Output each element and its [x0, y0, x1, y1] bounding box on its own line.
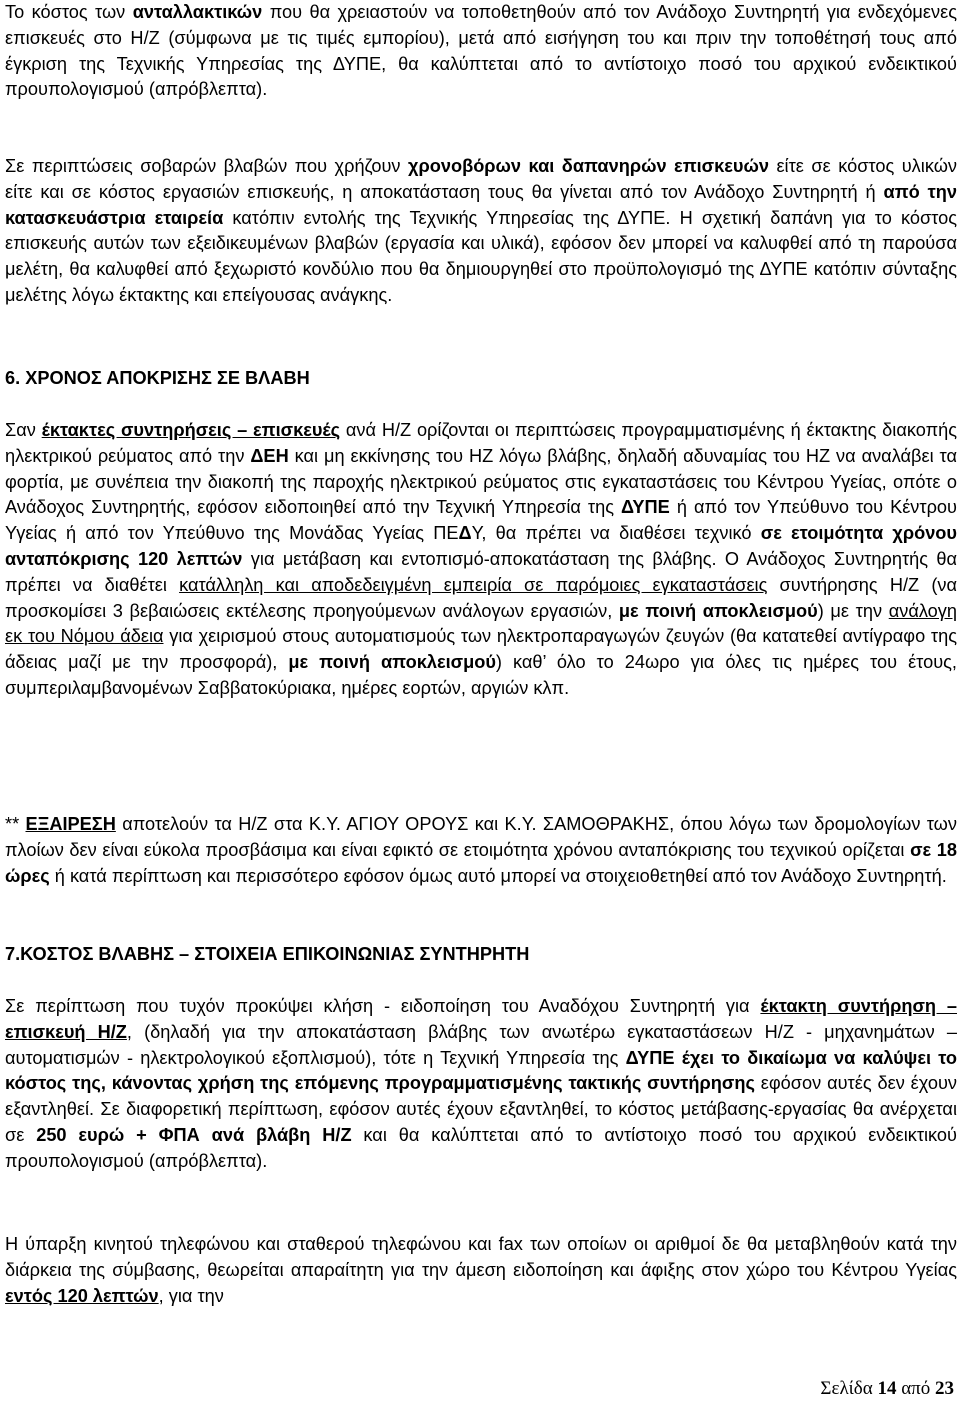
paragraph-emergency-repairs — [5, 418, 957, 702]
bold-text: χρονοβόρων και δαπανηρών επισκευών — [408, 156, 769, 176]
bold-text: ανταλλακτικών — [132, 2, 263, 22]
text: για χειρισμού στους αυτοματισμούς των ηλεκτροπαραγωγών ζευγών (θα κατατεθεί αντίγραφο της άδειας μαζί με την προσφορά), — [5, 626, 957, 673]
underlined-text: ανάλογη εκ του Νόμου άδεια — [5, 600, 957, 647]
text: εφόσον αυτές δεν έχουν εξαντληθεί. Σε διαφορετική περίπτωση, εφόσον αυτές έχουν εξαντληθεί, το κόστος μετάβασης-εργασίας θα ανέρχεται σε — [5, 1073, 958, 1145]
text: Υ, θα πρέπει να διαθέσει τεχνικό — [471, 523, 761, 544]
text: Σε περίπτωση που τυχόν προκύψει κλήση - ειδοποίηση του Αναδόχου Συντηρητή για — [5, 996, 761, 1016]
text: Σαν — [5, 420, 42, 440]
bold-underlined-text: ΕΞΑΙΡΕΣΗ — [25, 814, 116, 834]
bold-text: από την κατασκευάστρια εταιρεία — [5, 181, 957, 228]
underlined-text: κατάλληλη και αποδεδειγμένη εμπειρία σε παρόμοιες εγκαταστάσεις — [179, 574, 768, 595]
text: και μη εκκίνησης του ΗΖ λόγω βλάβης, δηλαδή αδυναμίας του ΗΖ να αναλάβει τα φορτία, με συνέπεια την διακοπή της παροχής ηλεκτρικού ρεύματος στις εγκαταστάσεις του Κέντρου Υγείας, οπότε ο Ανάδοχος Συντηρητής, εφόσον ειδοποιηθεί από την Τεχνική Υπηρεσία της — [5, 445, 957, 518]
paragraph-damage-cost — [5, 994, 957, 1175]
text: Το κόστος των — [5, 2, 133, 22]
text: ή κατά περίπτωση και περισσότερο εφόσον όμως αυτό μπορεί να στοιχειοθετηθεί από τον Ανάδοχο Συντηρητή. — [49, 865, 947, 886]
footer-label: Σελίδα — [820, 1378, 878, 1399]
bold-text: με ποινή αποκλεισμού — [288, 652, 496, 673]
text: ) με την — [817, 600, 889, 621]
footer-separator: από — [896, 1378, 935, 1399]
text: και θα καλύπτεται από το αντίστοιχο ποσό του αρχικού ενδεικτικού προυπολογισμού (απρόβλεπτα). — [5, 1124, 957, 1171]
total-pages: 23 — [935, 1378, 954, 1399]
bold-text: σε ετοιμότητα χρόνου ανταπόκρισης 120 λεπτών — [5, 523, 958, 569]
text: αποτελούν τα Η/Ζ στα Κ.Υ. ΑΓΙΟΥ ΟΡΟΥΣ και Κ.Υ. ΣΑΜΟΘΡΑΚΗΣ, όπου λόγω των δρομολογίων των πλοίων δεν είναι εύκολα προσβάσιμα και είναι εφικτό σε ετοιμότητα χρόνου ανταπόκρισης του τεχνικού ορίζεται — [5, 814, 957, 860]
bold-underlined-text: εντός 120 λεπτών — [5, 1285, 159, 1306]
text: κατόπιν εντολής της Τεχνικής Υπηρεσίας της ΔΥΠΕ. Η σχετική δαπάνη για το κόστος επισκευής αυτών των εξειδικευμένων βλαβών (εργασία και υλικά), εφόσον δεν μπορεί να καλυφθεί από τη παρούσα μελέτη, θα καλυφθεί από ξεχωριστό κονδύλιο που θα δημιουργηθεί στο προϋπολογισμό της ΔΥΠΕ κατόπιν σύνταξης μελέτης λόγω έκτακτης και επείγουσας ανάγκης. — [5, 207, 957, 305]
text: ** — [5, 814, 26, 834]
text: είτε σε κόστος υλικών είτε και σε κόστος εργασιών επισκευής, η αποκατάσταση τους θα γίνεται από τον Ανάδοχο Συντηρητή ή — [5, 156, 957, 202]
paragraph-spare-parts — [5, 0, 957, 103]
text: για μετάβαση και εντοπισμό-αποκατάσταση της βλάβης. Ο Ανάδοχος Συντηρητής θα πρέπει να διαθέτει — [5, 548, 958, 595]
text: Σε περιπτώσεις σοβαρών βλαβών που χρήζουν — [5, 156, 409, 176]
text: ανά Η/Ζ ορίζονται οι περιπτώσεις προγραμματισμένης ή έκτακτης διακοπής ηλεκτρικού ρεύματος από την — [5, 420, 958, 466]
bold-text: Δ — [458, 523, 472, 544]
section-heading-6: 6. ΧΡΟΝΟΣ ΑΠΟΚΡΙΣΗΣ ΣΕ ΒΛΑΒΗ — [5, 368, 310, 388]
text: , για την — [158, 1285, 224, 1306]
bold-text: σε 18 ώρες — [5, 839, 957, 886]
bold-text: 250 ευρώ + ΦΠΑ ανά βλάβη Η/Ζ — [36, 1124, 352, 1145]
section-heading-7: 7.ΚΟΣΤΟΣ ΒΛΑΒΗΣ – ΣΤΟΙΧΕΙΑ ΕΠΙΚΟΙΝΩΝΙΑΣ ΣΥΝΤΗΡΗΤΗ — [5, 944, 530, 964]
paragraph-serious-damages — [5, 154, 957, 309]
text: ) καθ’ όλο το 24ωρο για όλες τις ημέρες του έτους, συμπεριλαμβανομένων Σαββατοκύριακα, ημέρες εορτών, αργιών κλπ. — [5, 652, 957, 698]
bold-text: έχει το δικαίωμα να καλύψει το κόστος της, κάνοντας χρήση της επόμενης προγραμματισμένης τακτικής συντήρησης — [5, 1047, 958, 1094]
text: που θα χρειαστούν να τοποθετηθούν από τον Ανάδοχο Συντηρητή για ενδεχόμενες επισκευές στο Η/Ζ (σύμφωνα με τις τιμές εμπορίου), μετά από εισήγηση του και πριν την τοποθέτησή τους από έγκριση της Τεχνικής Υπηρεσίας της ΔΥΠΕ, θα καλύπτεται από το αντίστοιχο ποσό του αρχικού ενδεικτικού προυπολογισμού (απρόβλεπτα). — [5, 2, 957, 100]
paragraph-exception — [5, 812, 957, 889]
bold-text: ΔΥΠΕ — [625, 1047, 675, 1068]
paragraph-phone-contact — [5, 1232, 957, 1309]
bold-text: με ποινή αποκλεισμού — [618, 600, 818, 621]
text: Η ύπαρξη κινητού τηλεφώνου και σταθερού τηλεφώνου και fax των οποίων οι αριθμοί δε θα μεταβληθούν κατά την διάρκεια της σύμβασης, θεωρείται απαραίτητη για την άμεση ειδοποίηση και άφιξης στον χώρο του Κέντρου Υγείας — [5, 1234, 957, 1280]
text: συντήρησης Η/Ζ (να προσκομίσει 3 βεβαιώσεις εκτέλεσης προηγούμενων ανάλογων εργασιών, — [5, 574, 957, 621]
text: ή από τον Υπεύθυνο του Κέντρου Υγείας ή από τον Υπεύθυνο της Μονάδας Υγείας ΠΕ — [5, 497, 957, 544]
bold-text: ΔΥΠΕ — [621, 497, 670, 518]
bold-underlined-text: έκτακτες συντηρήσεις – επισκευές — [41, 420, 341, 440]
bold-text: ΔΕΗ — [250, 445, 289, 466]
bold-underlined-text: έκτακτη συντήρηση – επισκευή Η/Ζ — [5, 996, 957, 1042]
text — [675, 1048, 682, 1068]
page-footer — [820, 1378, 954, 1400]
text: , (δηλαδή για την αποκατάσταση βλάβης των ανωτέρω εγκαταστάσεων Η/Ζ - μηχανημάτων – αυτοματισμών - ηλεκτρολογικού εξοπλισμού), τότε η Τεχνική Υπηρεσία της — [5, 1021, 957, 1068]
page-number: 14 — [877, 1378, 897, 1399]
